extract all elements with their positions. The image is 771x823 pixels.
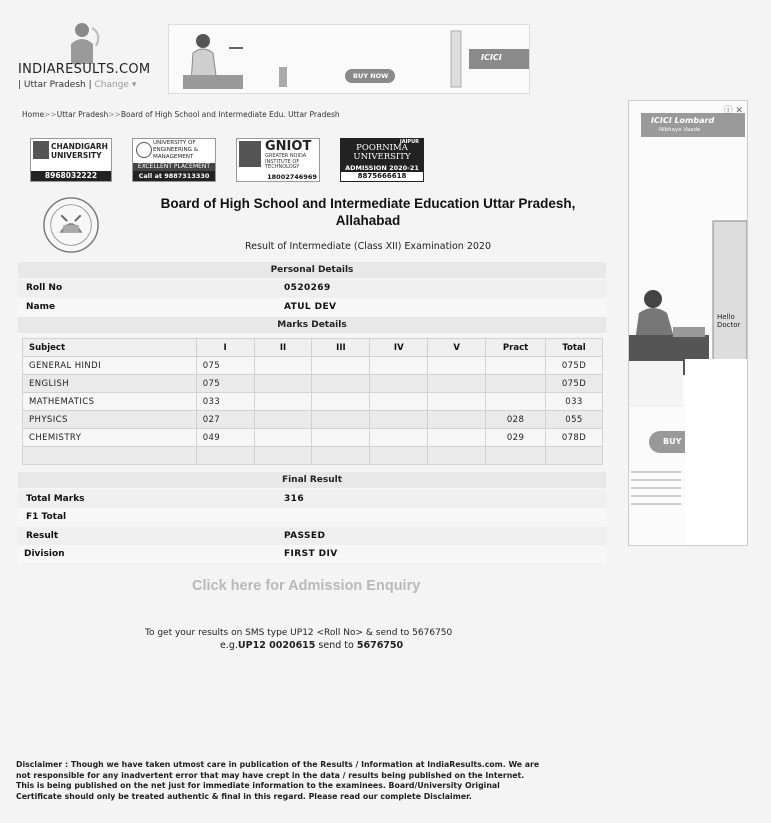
total-cell: 075D [546,357,603,375]
exam-title: Result of Intermediate (Class XII) Examination 2020 [245,241,491,252]
roll-label: Roll No [26,283,63,293]
subject-cell: MATHEMATICS [23,393,197,411]
side-ad-tagline: Nibhaye Vaade [659,127,701,133]
gniot-name: GNIOT [265,139,312,154]
marks-cell [428,393,486,411]
breadcrumb-separator: >> [108,110,121,119]
marks-cell [428,429,486,447]
division-row [18,545,606,563]
col-paper-3: III [312,339,370,357]
board-title: Board of High School and Intermediate Education Uttar Pradesh, Allahabad [160,196,576,228]
site-name: INDIARESULTS.COM [18,62,151,77]
table-row [23,411,603,429]
marks-cell [486,357,546,375]
up-government-seal-icon [42,196,100,254]
total-marks-value: 316 [284,494,304,504]
total-marks-row [18,490,606,508]
marks-cell [312,411,370,429]
uem-phone: Call at 9887313330 [133,171,215,181]
ad-buy-now-button[interactable]: BUY NOW [353,72,389,80]
subject-cell: PHYSICS [23,411,197,429]
marks-cell [370,411,428,429]
subject-cell: CHEMISTRY [23,429,197,447]
result-row [18,527,606,545]
sms-example-number: 5676750 [356,640,404,651]
total-cell: 055 [546,411,603,429]
top-banner-ad[interactable] [168,24,530,94]
uem-emblem-icon [136,142,152,158]
marks-cell: 029 [486,429,546,447]
name-label: Name [26,302,56,312]
breadcrumb-state[interactable]: Uttar Pradesh [56,110,109,119]
total-cell [546,447,603,465]
marks-cell: 027 [196,411,254,429]
personal-details-heading: Personal Details [18,262,606,278]
name-value: ATUL DEV [284,302,337,312]
col-paper-2: II [254,339,312,357]
marks-header-row [23,339,603,357]
marks-cell [312,429,370,447]
marks-cell [486,447,546,465]
ad-uem[interactable] [132,138,216,182]
breadcrumb-current: Board of High School and Intermediate Edu. Uttar Pradesh [120,110,340,119]
marks-cell [370,447,428,465]
admission-enquiry-link[interactable]: Click here for Admission Enquiry [192,578,421,594]
marks-cell [370,375,428,393]
region-label: | Uttar Pradesh | [18,80,92,90]
uem-tag: EXCELLENT PLACEMENT [133,163,215,171]
breadcrumb-home[interactable]: Home [22,110,45,119]
total-cell: 078D [546,429,603,447]
marks-cell [428,411,486,429]
table-row [23,393,603,411]
sms-example-code: UP12 0020615 [237,640,316,651]
marks-cell [312,447,370,465]
total-cell: 075D [546,375,603,393]
subject-cell: GENERAL HINDI [23,357,197,375]
roll-value: 0520269 [284,283,331,293]
marks-cell: 075 [196,375,254,393]
marks-cell [370,429,428,447]
poornima-tag: ADMISSION 2020-21 [345,164,419,172]
subject-cell [23,447,197,465]
marks-cell [486,375,546,393]
gniot-sub: GREATER NOIDA INSTITUTE OF TECHNOLOGY [265,153,307,170]
col-paper-4: IV [370,339,428,357]
breadcrumb-separator: >> [44,110,57,119]
side-ad-buy-button[interactable]: BUY [663,437,682,446]
marks-details-heading: Marks Details [18,317,606,333]
marks-cell [428,375,486,393]
marks-cell [196,447,254,465]
marks-cell: 033 [196,393,254,411]
ad-illustration [169,25,529,93]
marks-cell [428,447,486,465]
disclaimer [16,760,544,802]
cu-name: CHANDIGARH UNIVERSITY [51,142,108,160]
division-value: FIRST DIV [284,549,338,559]
f1-total-row [18,508,606,526]
marks-table [22,338,603,465]
cu-phone: 8968032222 [31,171,111,181]
marks-cell: 028 [486,411,546,429]
marks-cell [254,429,312,447]
marks-cell [254,375,312,393]
ad-close-icon[interactable]: ⓘ ✕ [723,106,743,116]
poornima-city: JAIPUR [399,139,419,145]
final-result-heading: Final Result [18,472,606,488]
ad-brand: ICICI [481,53,502,62]
disclaimer-label: Disclaimer : [16,760,69,769]
marks-cell [428,357,486,375]
side-banner-ad[interactable] [628,100,748,546]
marks-cell [486,393,546,411]
col-practical: Pract [486,339,546,357]
total-marks-label: Total Marks [26,494,85,504]
disclaimer-text: Though we have taken utmost care in publication of the Results / Information at IndiaResults.com. We are not responsible for any inadvertent error that may have crept in the data / results being published on the Internet. This is being published on the net just for immediate information to the examinees. Board/University Original Certificate should only be treated authentic & final in this regard. Please read our complete [16,760,540,801]
change-region-link[interactable]: Change ▾ [94,80,137,90]
marks-cell: 075 [196,357,254,375]
gniot-phone: 18002746969 [265,173,319,181]
marks-cell: 049 [196,429,254,447]
marks-cell [370,393,428,411]
col-total: Total [546,339,603,357]
col-paper-5: V [428,339,486,357]
division-label: Division [24,549,65,559]
ad-gniot[interactable] [236,138,320,182]
breadcrumb [22,110,340,119]
name-row [18,298,606,316]
table-row [23,429,603,447]
marks-cell [254,357,312,375]
total-cell: 033 [546,393,603,411]
marks-cell [312,393,370,411]
marks-cell [312,375,370,393]
sms-example-prefix: e.g. [220,640,238,651]
region-selector[interactable] [18,80,136,90]
cu-shield-icon [33,141,49,159]
disclaimer-link[interactable]: Disclaimer. [423,791,472,801]
marks-cell [370,357,428,375]
poornima-name: POORNIMA UNIVERSITY [353,143,411,162]
sms-instructions: To get your results on SMS type UP12 <Roll No> & send to 5676750 [145,628,453,638]
ad-poornima[interactable] [340,138,424,182]
marks-cell [254,393,312,411]
f1-total-label: F1 Total [26,512,67,522]
table-row [23,357,603,375]
result-label: Result [26,531,59,541]
result-value: PASSED [284,531,326,541]
person-logo-icon [68,20,104,64]
col-subject: Subject [23,339,197,357]
side-ad-hello: Hello Doctor [717,313,741,329]
ad-chandigarh-university[interactable] [30,138,112,182]
sms-example [220,640,403,651]
col-paper-1: I [196,339,254,357]
poornima-phone: 8875666618 [341,172,423,181]
table-row [23,447,603,465]
side-ad-brand: ICICI Lombard [651,116,715,125]
table-row [23,375,603,393]
marks-cell [254,411,312,429]
gniot-logo-icon [239,141,261,167]
subject-cell: ENGLISH [23,375,197,393]
marks-cell [254,447,312,465]
roll-row [18,280,606,298]
marks-cell [312,357,370,375]
uem-name: UNIVERSITY OF ENGINEERING & MANAGEMENT [153,140,199,160]
sms-example-mid: send to [315,640,357,651]
site-logo[interactable] [16,20,166,94]
